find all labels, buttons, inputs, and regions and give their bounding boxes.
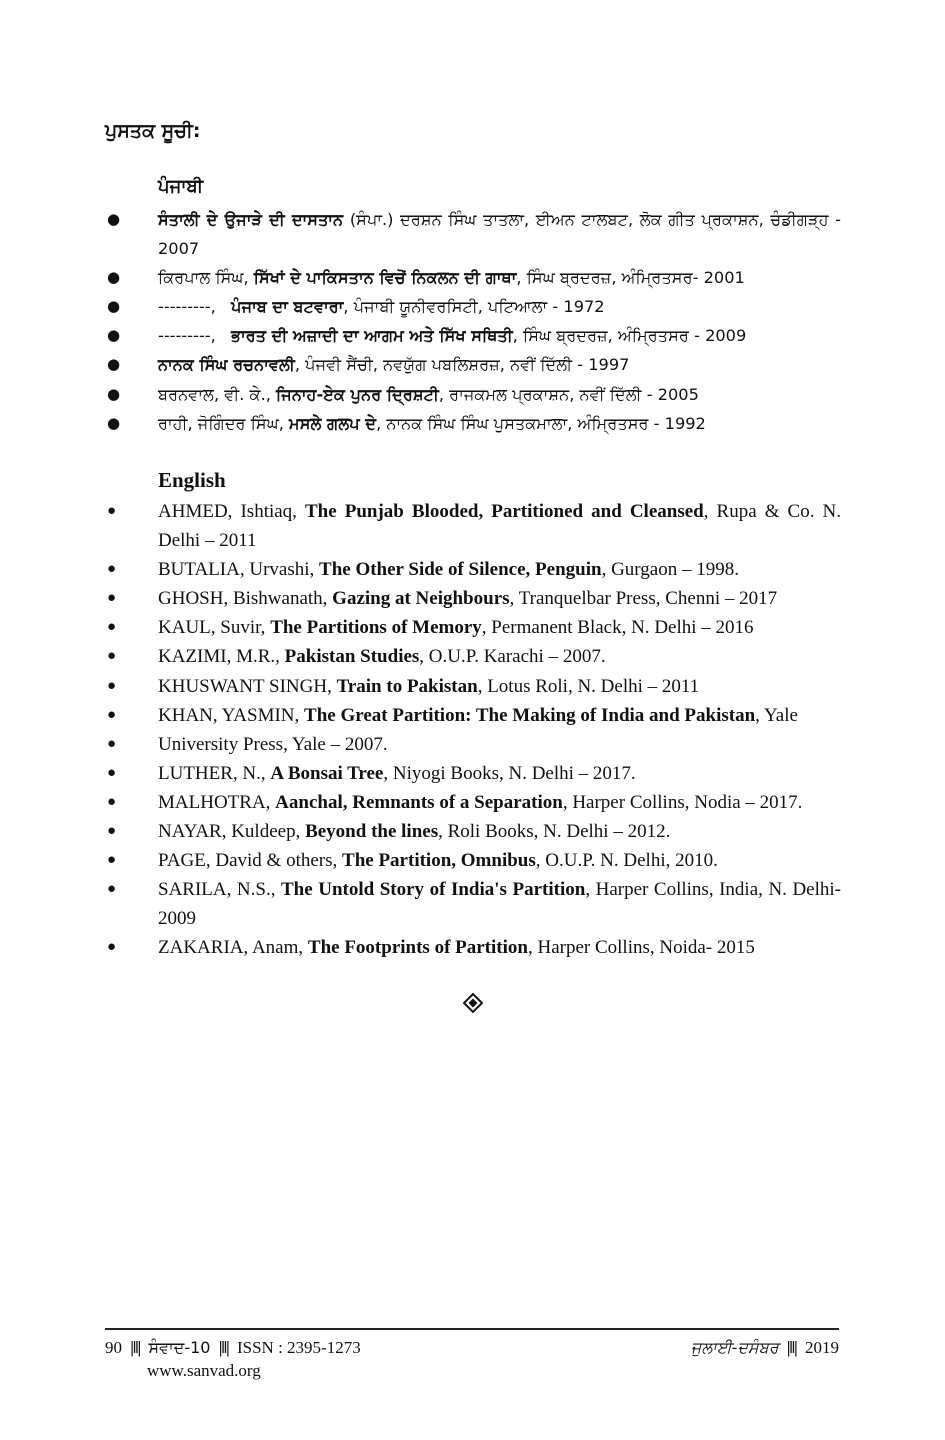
list-item bbox=[105, 292, 841, 321]
reference-details: , ਸਿੰਘ ਬ੍ਰਦਰਜ਼, ਅੰਮ੍ਰਿਤਸਰ- 2001 bbox=[516, 268, 745, 288]
bullet-icon: ● bbox=[107, 852, 117, 869]
bullet-icon: ● bbox=[107, 735, 117, 752]
reference-title: Beyond the lines bbox=[305, 821, 439, 843]
punjabi-reference-list bbox=[105, 205, 841, 438]
reference-author: BUTALIA, Urvashi, bbox=[158, 559, 320, 581]
reference-title: The Footprints of Partition bbox=[307, 937, 528, 959]
reference-title: Aanchal, Remnants of a Separation bbox=[275, 791, 563, 813]
reference-title: Gazing at Neighbours bbox=[332, 588, 510, 610]
bullet-icon: ● bbox=[107, 823, 117, 840]
separator-icon: |‖| bbox=[218, 1338, 229, 1357]
list-item bbox=[105, 701, 841, 730]
reference-details: , ਪੰਜਾਬੀ ਯੂਨੀਵਰਸਿਟੀ, ਪਟਿਆਲਾ - 1972 bbox=[343, 297, 605, 317]
bullet-icon: ● bbox=[107, 503, 117, 519]
reference-details: , Lotus Roli, N. Delhi – 2011 bbox=[477, 675, 700, 697]
reference-author: University Press, Yale – 2007. bbox=[158, 733, 388, 755]
list-item bbox=[105, 788, 841, 817]
list-item bbox=[105, 672, 841, 701]
reference-details: , Yale bbox=[755, 704, 798, 726]
reference-details: , ਸਿੰਘ ਬ੍ਰਦਰਜ਼, ਅੰਮ੍ਰਿਤਸਰ - 2009 bbox=[512, 326, 747, 346]
reference-author: NAYAR, Kuldeep, bbox=[158, 821, 306, 843]
list-item bbox=[105, 380, 841, 409]
issue-year: 2019 bbox=[805, 1338, 839, 1357]
bullet-icon: ● bbox=[107, 326, 121, 345]
list-item bbox=[105, 497, 841, 555]
reference-author: SARILA, N.S., bbox=[158, 879, 281, 901]
reference-title: ਨਾਨਕ ਸਿੰਘ ਰਚਨਾਵਲੀ bbox=[158, 355, 295, 375]
list-item bbox=[105, 555, 841, 584]
reference-details: (ਸੰਪਾ.) ਦਰਸ਼ਨ ਸਿੰਘ ਤਾਤਲਾ, ਈਅਨ ਟਾਲਬਟ, ਲੋਕ ਗੀਤ ਪ੍ਰਕਾਸ਼ਨ, ਚੰਡੀਗੜ੍ਹ - 2007 bbox=[158, 210, 841, 259]
reference-details: , Permanent Black, N. Delhi – 2016 bbox=[481, 617, 754, 639]
reference-title: The Untold Story of India's Partition bbox=[281, 879, 586, 901]
reference-title: ਸਿੱਖਾਂ ਦੇ ਪਾਕਿਸਤਾਨ ਵਿਚੋਂ ਨਿਕਲਨ ਦੀ ਗਾਥਾ bbox=[253, 268, 517, 288]
reference-details: , ਨਾਨਕ ਸਿੰਘ ਸਿੰਘ ਪੁਸਤਕਮਾਲਾ, ਅੰਮ੍ਰਿਤਸਰ - 1992 bbox=[376, 413, 706, 433]
bullet-icon: ● bbox=[107, 413, 121, 432]
footer-left bbox=[105, 1338, 361, 1358]
list-item bbox=[105, 409, 841, 438]
reference-author: KHUSWANT SINGH, bbox=[158, 675, 337, 697]
bullet-icon: ● bbox=[107, 561, 117, 578]
bullet-icon: ● bbox=[107, 355, 121, 374]
reference-details: , Harper Collins, Noida- 2015 bbox=[527, 937, 755, 959]
page-number: 90 bbox=[105, 1338, 122, 1357]
reference-title: ਸੰਤਾਲੀ ਦੇ ਉਜਾੜੇ ਦੀ ਦਾਸਤਾਨ bbox=[158, 210, 344, 229]
footer-right bbox=[691, 1338, 839, 1358]
list-item bbox=[105, 205, 841, 263]
list-item bbox=[105, 350, 841, 379]
reference-details: , Harper Collins, India, N. Delhi-2009 bbox=[158, 879, 842, 930]
reference-details: , O.U.P. N. Delhi, 2010. bbox=[535, 850, 718, 872]
page-title: ਪੁਸਤਕ ਸੂਚੀ: bbox=[105, 120, 201, 142]
reference-details: , Roli Books, N. Delhi – 2012. bbox=[438, 821, 671, 843]
reference-details: , Gurgaon – 1998. bbox=[601, 559, 739, 581]
reference-title: The Partition, Omnibus bbox=[342, 850, 536, 872]
issue-period: ਜੁਲਾਈ-ਦਸੰਬਰ bbox=[690, 1338, 779, 1357]
reference-title: ਭਾਰਤ ਦੀ ਅਜ਼ਾਦੀ ਦਾ ਆਗਮ ਅਤੇ ਸਿੱਖ ਸਥਿਤੀ bbox=[231, 326, 513, 346]
reference-author: PAGE, David & others, bbox=[158, 850, 343, 872]
bullet-icon: ● bbox=[107, 706, 117, 723]
bullet-icon: ● bbox=[107, 939, 117, 956]
list-item bbox=[105, 846, 841, 875]
separator-icon: |‖| bbox=[130, 1338, 141, 1357]
list-item bbox=[105, 875, 841, 933]
reference-author: LUTHER, N., bbox=[158, 762, 271, 784]
list-item bbox=[105, 263, 841, 292]
reference-details: , Niyogi Books, N. Delhi – 2017. bbox=[383, 762, 636, 784]
reference-details: , Harper Collins, Nodia – 2017. bbox=[562, 791, 803, 813]
reference-title: The Other Side of Silence, Penguin bbox=[319, 559, 602, 581]
bullet-icon: ● bbox=[107, 210, 121, 228]
reference-title: The Great Partition: The Making of India and Pakistan bbox=[304, 704, 756, 726]
reference-details: , ਪੰਜਵੀ ਸੈਂਚੀ, ਨਵਯੁੱਗ ਪਬਲਿਸ਼ਰਜ਼, ਨਵੀਂ ਦਿੱਲੀ - 1997 bbox=[294, 355, 630, 375]
list-item bbox=[105, 817, 841, 846]
reference-author: KAZIMI, M.R., bbox=[158, 646, 285, 668]
bullet-icon: ● bbox=[107, 881, 117, 898]
journal-name: ਸੰਵਾਦ-10 bbox=[148, 1338, 211, 1357]
punjabi-section-heading: ਪੰਜਾਬੀ bbox=[158, 176, 204, 197]
reference-author: ---------, bbox=[158, 326, 232, 346]
bullet-icon: ● bbox=[107, 297, 121, 316]
list-item bbox=[105, 321, 841, 350]
reference-author: ---------, bbox=[158, 297, 232, 317]
english-reference-list bbox=[105, 497, 841, 963]
reference-title: The Partitions of Memory bbox=[270, 617, 482, 639]
bullet-icon: ● bbox=[107, 677, 117, 694]
website-link[interactable]: www.sanvad.org bbox=[147, 1361, 261, 1380]
reference-title: ਪੰਜਾਬ ਦਾ ਬਟਵਾਰਾ bbox=[231, 297, 344, 317]
reference-title: A Bonsai Tree bbox=[270, 762, 384, 784]
bullet-icon: ● bbox=[107, 793, 117, 810]
reference-details: , Rupa & Co. N. Delhi – 2011 bbox=[158, 501, 842, 552]
reference-author: ਬਰਨਵਾਲ, ਵੀ. ਕੇ., bbox=[158, 384, 277, 404]
diamond-ornament-icon bbox=[463, 993, 483, 1013]
reference-author: GHOSH, Bishwanath, bbox=[158, 588, 333, 610]
list-item bbox=[105, 584, 841, 613]
reference-author: KAUL, Suvir, bbox=[158, 617, 271, 639]
bullet-icon: ● bbox=[107, 619, 117, 636]
reference-details: , ਰਾਜਕਮਲ ਪ੍ਰਕਾਸ਼ਨ, ਨਵੀਂ ਦਿੱਲੀ - 2005 bbox=[438, 384, 699, 404]
reference-author: ਕਿਰਪਾਲ ਸਿੰਘ, bbox=[158, 268, 254, 288]
issn: ISSN : 2395-1273 bbox=[236, 1338, 361, 1357]
reference-author: ZAKARIA, Anam, bbox=[158, 937, 308, 959]
reference-title: ਜਿਨਾਹ-ਏਕ ਪੁਨਰ ਦ੍ਰਿਸ਼ਟੀ bbox=[276, 384, 439, 404]
reference-author: AHMED, Ishtiaq, bbox=[158, 501, 305, 522]
reference-title: The Punjab Blooded, Partitioned and Cleansed bbox=[305, 501, 704, 522]
list-item bbox=[105, 613, 841, 642]
bullet-icon: ● bbox=[107, 384, 121, 403]
reference-author: KHAN, YASMIN, bbox=[158, 704, 305, 726]
list-item bbox=[105, 730, 841, 759]
bullet-icon: ● bbox=[107, 648, 117, 665]
reference-author: MALHOTRA, bbox=[158, 791, 276, 813]
footer-divider bbox=[105, 1328, 839, 1330]
bullet-icon: ● bbox=[107, 268, 121, 287]
english-section-heading: English bbox=[158, 468, 226, 492]
separator-icon: |‖| bbox=[786, 1338, 797, 1357]
list-item bbox=[105, 933, 841, 962]
list-item bbox=[105, 759, 841, 788]
reference-title: Pakistan Studies bbox=[284, 646, 420, 668]
bullet-icon: ● bbox=[107, 590, 117, 607]
reference-details: , O.U.P. Karachi – 2007. bbox=[419, 646, 606, 668]
reference-title: ਮਸਲੇ ਗਲਪ ਦੇ bbox=[289, 413, 377, 433]
bullet-icon: ● bbox=[107, 764, 117, 781]
reference-title: Train to Pakistan bbox=[336, 675, 478, 697]
reference-details: , Tranquelbar Press, Chenni – 2017 bbox=[509, 588, 778, 610]
reference-author: ਰਾਹੀ, ਜੋਗਿੰਦਰ ਸਿੰਘ, bbox=[158, 413, 290, 433]
list-item bbox=[105, 642, 841, 671]
